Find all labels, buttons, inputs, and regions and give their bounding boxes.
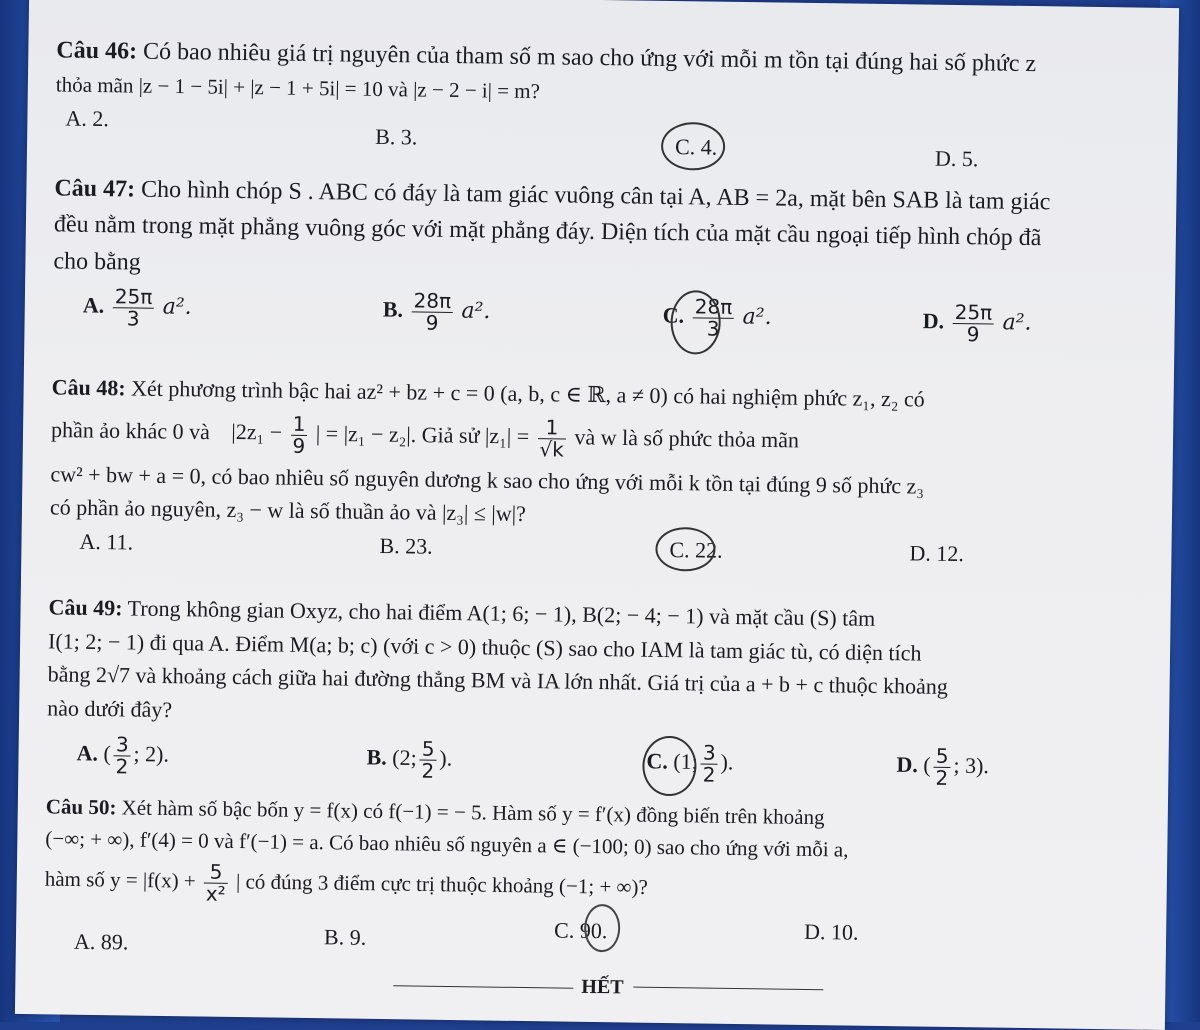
answer-circle-mark	[670, 290, 721, 355]
question-50-text-line1: Xét hàm số bậc bốn y = f(x) có f(−1) = − 5. Hàm số y = f′(x) đồng biến trên khoảng	[121, 795, 825, 830]
option-49-d: D. ( $\frac{5}{2}$ ; 3).	[896, 743, 990, 790]
option-46-b: B. 3.	[375, 123, 418, 150]
question-47-label: Câu 47:	[54, 175, 136, 203]
option-49-c: C. (1; $\frac{3}{2}$ ).	[646, 740, 734, 787]
exam-sheet	[15, 0, 1179, 1030]
question-47-options	[52, 282, 1147, 363]
question-49-options	[46, 727, 1141, 802]
question-46-text-line2: thỏa mãn |z − 1 − 5i| + |z − 1 + 5i| = 10 và |z − 2 − i| = m?	[55, 72, 541, 104]
question-46-text-line1: Có bao nhiêu giá trị nguyên của tham số m sao cho ứng với mỗi m tồn tại đúng hai số phức z	[142, 38, 1037, 78]
question-49-text-line1: Trong không gian Oxyz, cho hai điểm A(1; 6; − 1), B(2; − 4; − 1) và mặt cầu (S) tâm	[127, 595, 876, 631]
option-48-c: C. 22.	[669, 537, 723, 563]
question-48	[49, 372, 1146, 585]
question-47-text-line3: cho bằng	[53, 248, 141, 276]
question-47-text-line2: đều nằm trong mặt phẳng vuông góc với mặt phẳng đáy. Diện tích của mặt cầu ngoại tiếp hình chóp đã	[53, 211, 1042, 252]
end-label: HẾT	[581, 975, 624, 999]
fraction: $\frac{25\pi}{9}$	[954, 300, 993, 347]
fraction: $\frac{5}{2}$	[935, 743, 949, 790]
answer-circle-mark	[642, 735, 697, 796]
question-50-text-line3b: | có đúng 3 điểm cực trị thuộc khoảng (−1; + ∞)?	[235, 868, 648, 899]
question-46	[55, 34, 1150, 172]
question-50-text-line3a: hàm số y = |f(x) +	[44, 866, 196, 893]
fraction: $\frac{28\pi}{3}$	[694, 294, 733, 341]
fraction: $\frac{3}{2}$	[702, 740, 716, 787]
question-47-text-line1: Cho hình chóp S . ABC có đáy là tam giác vuông cân tại A, AB = 2a, mặt bên SAB là tam giác	[140, 176, 1051, 216]
answer-circle-mark	[584, 904, 621, 952]
fraction: $\frac{5}{2}$	[421, 736, 435, 783]
fraction: $\frac{1}{9}$	[292, 411, 306, 458]
fraction: $\frac{5}{\text{x²}}$	[204, 861, 228, 904]
end-rule-left	[393, 985, 573, 989]
option-49-b: B. (2; $\frac{5}{2}$ ).	[366, 736, 453, 783]
option-50-a: A. 89.	[73, 928, 129, 955]
option-47-d: D. $\frac{25\pi}{9}$ a².	[922, 300, 1032, 347]
question-48-label: Câu 48:	[51, 374, 126, 401]
option-50-b: B. 9.	[323, 923, 367, 950]
option-47-a: A. $\frac{25\pi}{3}$ a².	[82, 284, 192, 331]
option-48-d: D. 12.	[909, 540, 965, 567]
question-48-text-line1: Xét phương trình bậc hai az² + bz + c = 0 (a, b, c ∈ ℝ, a ≠ 0) có hai nghiệm phức z₁, z₂ có	[130, 375, 925, 412]
question-49-text-line2: I(1; 2; − 1) đi qua A. Điểm M(a; b; c) (với c > 0) thuộc (S) sao cho IAM là tam giác tù, có diện tích	[47, 628, 922, 666]
question-48-text-line2a: phần ảo khác 0 và	[50, 416, 211, 444]
question-48-text-line4: có phần ảo nguyên, z₃ − w là số thuần ảo và |z₃| ≤ |w|?	[49, 494, 527, 527]
option-49-a: A. ( $\frac{3}{2}$ ; 2).	[76, 732, 170, 779]
question-48-text-line2d: và w là số phức thỏa mãn	[574, 423, 800, 453]
option-50-c: C. 90.	[553, 917, 608, 943]
question-48-text-line2c: | = |z₁ − z₂|. Giả sử |z₁| =	[315, 420, 530, 449]
question-47	[52, 172, 1148, 362]
option-46-c: C. 4.	[674, 133, 718, 160]
fraction: $\frac{1}{√k}$	[537, 417, 566, 460]
question-48-text-line2b: |2z₁ −	[231, 419, 283, 445]
option-48-b: B. 23.	[379, 533, 433, 559]
question-48-text-line3: cw² + bw + a = 0, có bao nhiêu số nguyên dương k sao cho ứng với mỗi k tồn tại đúng 9 số phức z₃	[50, 461, 925, 499]
fraction: $\frac{3}{2}$	[115, 732, 129, 779]
question-46-label: Câu 46:	[56, 37, 138, 65]
end-rule-right	[633, 987, 823, 991]
option-47-c: C. $\frac{28\pi}{3}$ a².	[662, 294, 772, 341]
question-49-text-line3: bằng 2√7 và khoảng cách giữa hai đường thẳng BM và IA lớn nhất. Giá trị của a + b + c thuộc khoảng	[47, 661, 948, 700]
option-46-a: A. 2.	[65, 105, 109, 131]
question-50	[44, 792, 1140, 971]
question-49-text-line4: nào dưới đây?	[47, 695, 173, 723]
question-49	[46, 592, 1143, 802]
question-50-options	[44, 906, 1139, 971]
option-47-b: B. $\frac{28\pi}{9}$ a².	[382, 288, 491, 335]
question-49-label: Câu 49:	[48, 594, 123, 621]
answer-circle-mark	[661, 122, 726, 171]
option-50-d: D. 10.	[803, 918, 859, 945]
option-48-a: A. 11.	[79, 528, 134, 555]
fraction: $\frac{28\pi}{9}$	[413, 288, 452, 335]
option-46-d: D. 5.	[934, 145, 979, 172]
question-50-label: Câu 50:	[45, 794, 117, 820]
question-50-text-line2: (−∞; + ∞), f′(4) = 0 và f′(−1) = a. Có bao nhiêu số nguyên a ∈ (−100; 0) sao cho ứng với mỗi a,	[45, 826, 849, 862]
fraction: $\frac{25\pi}{3}$	[114, 284, 153, 331]
